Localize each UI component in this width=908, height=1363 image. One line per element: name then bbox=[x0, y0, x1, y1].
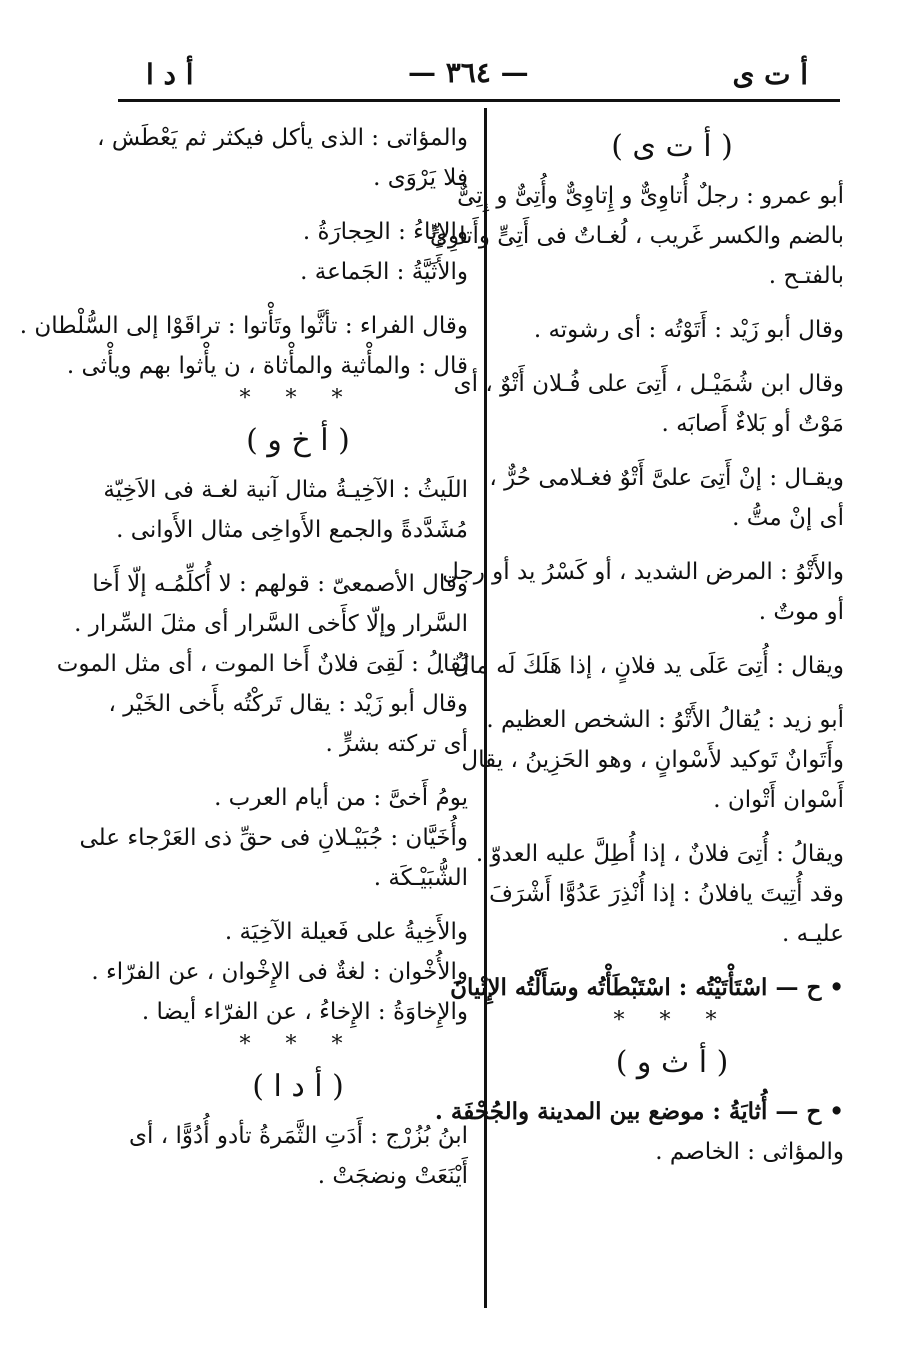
text-line: بالضم والكسر غَريب ، لُغـاتٌ فى أَتِىٍّ وأَتاوِىٍّ bbox=[429, 223, 844, 249]
text-line: وقد أُتِيتَ يافلانُ : إذا أُنْذِرَ عَدُوًّا أَشْرَفَ bbox=[489, 881, 844, 907]
text-line: ويقال : أُتِىَ عَلَى يد فلانٍ ، إذا هَلَكَ لَه مالٌ . bbox=[438, 653, 844, 679]
text-line: والأَخِيةُ على فَعيلة الآخِيَة . bbox=[224, 919, 468, 945]
text-line: أى إنْ متُّ . bbox=[732, 505, 844, 531]
header-rule bbox=[118, 99, 840, 102]
text-line: وقال ابن شُمَيْـل ، أَتِىَ على فُـلان أَتْوٌ ، أى bbox=[453, 371, 844, 397]
text-line: يُقالُ : لَقِىَ فلانٌ أَخا الموت ، أى مثل الموت bbox=[56, 651, 468, 677]
text-line: والمؤاتى : الذى يأكل فيكثر ثم يَعْطَش ، bbox=[97, 125, 468, 151]
right-column bbox=[429, 118, 844, 1172]
text-line: السَّرار وإلّا كأَخى السَّرار أى مثلَ السِّرار . bbox=[74, 611, 468, 637]
entry-heading: ( أ ت ى ) bbox=[611, 129, 733, 164]
text-line: ابنُ بُزُرْج : أَدَتِ الثَّمَرةُ تأدو أُدُوًّا ، أى bbox=[129, 1123, 468, 1149]
text-line: أبو عمرو : رجلٌ أُتاوِىٌّ و إِتاوِىٌّ وأُتِىٌّ و إِتِىٌّ bbox=[457, 183, 844, 209]
text-line: ويقـال : إنْ أَتِىَ علىَّ أَتْوٌ فغـلامى حُرٌّ ، bbox=[489, 465, 844, 491]
text-line: والأَثَيَّةُ : الجَماعة . bbox=[300, 259, 468, 285]
text-line: أو موتٌ . bbox=[758, 599, 844, 625]
text-line: وأُخَيَّان : جُبَيْـلانِ فى حقِّ ذى العَرْجاء على bbox=[79, 825, 468, 851]
page-number: — ٣٦٤ — bbox=[408, 56, 529, 89]
text-line: اللَيثُ : الآخِيـةُ مثال آنية لغـة فى الاَخِيّة bbox=[103, 477, 468, 503]
text-line: مَوْتٌ أو بَلاءٌ أَصابَه . bbox=[661, 411, 844, 437]
text-line: والمؤاثى : الخاصم . bbox=[655, 1139, 844, 1165]
section-separator: * * * bbox=[239, 386, 357, 411]
text-line: أى تركته بشرٍّ . bbox=[325, 731, 468, 757]
text-line: وقال أبو زَيْد : يقال تَركْتُه بأَخى الخَيْر ، bbox=[108, 691, 468, 717]
text-line: قال : والمأْثية والمأْثاة ، ن يأْثوا بهم ويأْثى . bbox=[66, 353, 468, 379]
text-line: وقال الفراء : تأثَّوا وتَأْتوا : تراقَوْا إلى السُّلْطان . bbox=[19, 313, 468, 339]
text-line: أَيْنَعَتْ ونضجَتْ . bbox=[317, 1163, 468, 1189]
text-line: والإِثاءُ : الحِجارَةُ . bbox=[302, 219, 468, 245]
header-root-left: أ د ا bbox=[146, 58, 194, 91]
entry-heading: ( أ خ و ) bbox=[246, 423, 350, 458]
left-column bbox=[19, 118, 468, 1196]
text-line: عليـه . bbox=[782, 921, 844, 947]
text-line: وقال الأصمعىّ : قولهم : لا أُكلِّمُـه إلّا أَخا bbox=[92, 571, 468, 597]
text-line: والإِخاوَةُ : الإِخاءُ ، عن الفرّاء أيضا . bbox=[141, 999, 468, 1025]
header-root-right: أ ت ى bbox=[732, 58, 808, 91]
text-line: وقال أبو زَيْد : أَتَوْتُه : أى رشوته . bbox=[533, 317, 844, 343]
entry-heading: ( أ ث و ) bbox=[615, 1045, 729, 1080]
text-line: يومُ أَخىَّ : من أيام العرب . bbox=[214, 785, 468, 811]
text-line: ويقالُ : أُتِىَ فلانٌ ، إذا أُطِلَّ عليه العدوّ . bbox=[475, 841, 844, 867]
text-line: والأَتْوُ : المرض الشديد ، أو كَسْرُ يد أو رجل bbox=[442, 559, 844, 585]
text-line: وأَتَوانٌ تَوكيد لأَسْوانٍ ، وهو الحَزِينُ ، يقال bbox=[461, 747, 844, 773]
entry-heading: ( أ د ا ) bbox=[252, 1069, 344, 1104]
page-header bbox=[118, 52, 808, 96]
text-line: أبو زيد : يُقالُ الأَتْوُ : الشخص العظيم . bbox=[486, 707, 844, 733]
text-line: بالفتـح . bbox=[768, 263, 844, 289]
text-line: أَسْوان أَتْوان . bbox=[713, 787, 844, 813]
text-line: مُشَدَّدةً والجمع الأَواخِى مثال الأَوانى . bbox=[116, 517, 468, 543]
text-line: • ح — أُثايَةُ : موضع بين المدينة والجُحْفَة . bbox=[434, 1098, 844, 1125]
text-line: والأُخْوان : لغةٌ فى الإِخْوان ، عن الفرّاء . bbox=[91, 959, 468, 985]
section-separator: * * * bbox=[239, 1032, 357, 1057]
section-separator: * * * bbox=[613, 1008, 731, 1033]
text-line: الشُّبَيْـكَة . bbox=[373, 865, 468, 891]
text-line: • ح — اسْتَأْتَيْتُه : اسْتَبْطَأْتُه وسَأَلْتُه الإِتْيانَ bbox=[450, 974, 844, 1001]
text-line: فلا يَرْوَى . bbox=[373, 165, 468, 191]
